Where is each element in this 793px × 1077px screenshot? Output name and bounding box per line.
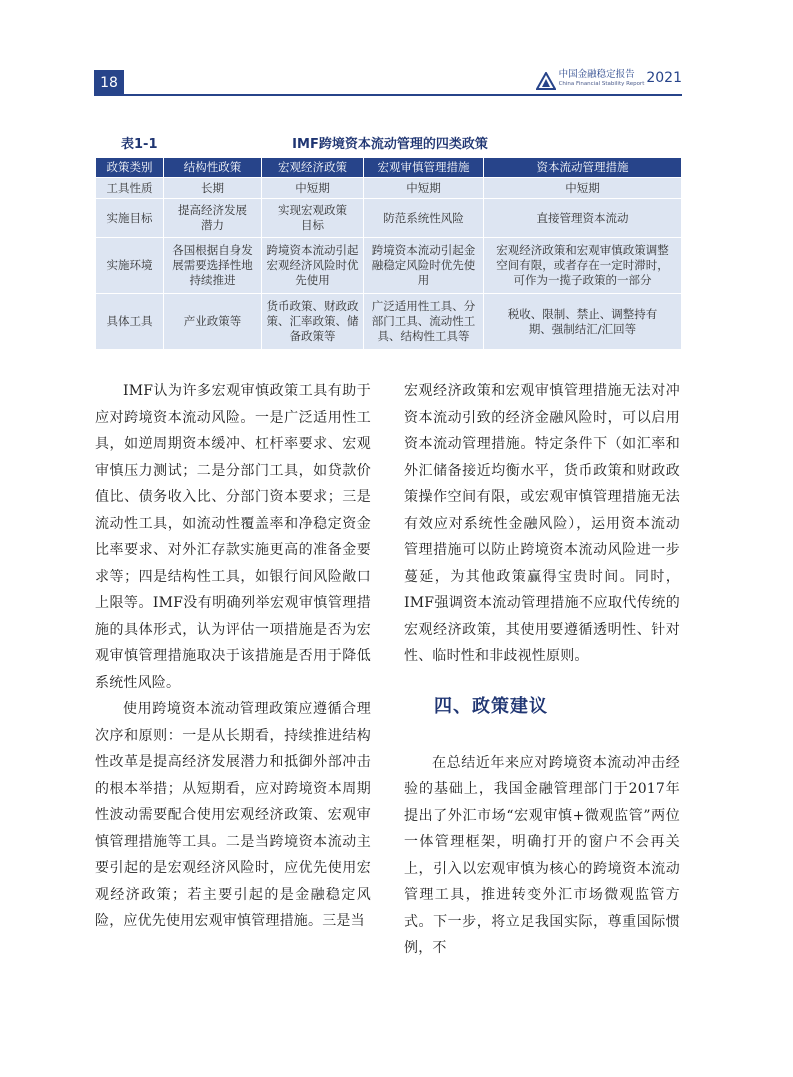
policy-table [95,157,682,350]
body-paragraph: 宏观经济政策和宏观审慎管理措施无法对冲资本流动引致的经济金融风险时，可以启用资本流动管理措施。特定条件下（如汇率和外汇储备接近均衡水平，货币政策和财政政策操作空间有限，或宏观审慎管理措施无法有效应对系统性金融风险），运用资本流动管理措施可以防止跨境资本流动风险进一步蔓延，为其他政策赢得宝贵时间。同时，IMF强调资本流动管理措施不应取代传统的宏观经济政策，其使用要遵循透明性、针对性、临时性和非歧视性原则。 [404,383,680,664]
table-cell: 实现宏观政策目标 [262,199,364,238]
left-column [95,378,371,935]
header-divider [94,94,682,96]
table-cell: 中短期 [364,178,484,199]
table-cell: 长期 [164,178,262,199]
table-cell: 实施环境 [96,238,164,294]
table-header-cell: 宏观审慎管理措施 [364,158,484,178]
right-column [404,378,680,962]
table-header-cell: 政策类别 [96,158,164,178]
report-logo-icon [536,72,556,90]
table-cell: 跨境资本流动引起金融稳定风险时优先使用 [364,238,484,294]
table-cell: 各国根据自身发展需要选择性地持续推进 [164,238,262,294]
table-cell: 具体工具 [96,294,164,350]
table-cell: 实施目标 [96,199,164,238]
body-paragraph: 在总结近年来应对跨境资本流动冲击经验的基础上，我国金融管理部门于2017年提出了外汇市场“宏观审慎+微观监管”两位一体管理框架，明确打开的窗户不会再关上，引入以宏观审慎为核心的跨境资本流动管理工具，推进转变外汇市场微观监管方式。下一步，将立足我国实际，尊重国际惯例，不 [404,754,680,956]
table-cell: 产业政策等 [164,294,262,350]
table-cell: 工具性质 [96,178,164,199]
table-header-cell: 宏观经济政策 [262,158,364,178]
table-header-cell: 结构性政策 [164,158,262,178]
table-label: 表1-1 [121,137,158,152]
report-title-en: China Financial Stability Report [558,80,645,87]
table-cell: 直接管理资本流动 [484,199,682,238]
table-cell: 货币政策、财政政策、汇率政策、储备政策等 [262,294,364,350]
table-cell: 税收、限制、禁止、调整持有期、强制结汇/汇回等 [484,294,682,350]
table-cell: 中短期 [484,178,682,199]
table-cell: 宏观经济政策和宏观审慎政策调整空间有限，或者存在一定时滞时，可作为一揽子政策的一部分 [484,238,682,294]
report-header [536,70,682,90]
table-header-row [96,158,682,178]
table-row [96,294,682,350]
section-heading: 四、政策建议 [434,695,548,717]
body-paragraph: IMF认为许多宏观审慎政策工具有助于应对跨境资本流动风险。一是广泛适用性工具，如逆周期资本缓冲、杠杆率要求、宏观审慎压力测试；二是分部门工具，如贷款价值比、债务收入比、分部门资本要求；三是流动性工具，如流动性覆盖率和净稳定资金比率要求、对外汇存款实施更高的准备金要求等；四是结构性工具，如银行间风险敞口上限等。IMF没有明确列举宏观审慎管理措施的具体形式，认为评估一项措施是否为宏观审慎管理措施取决于该措施是否用于降低系统性风险。 [95,383,371,691]
table-row [96,238,682,294]
table-cell: 中短期 [262,178,364,199]
table-header-cell: 资本流动管理措施 [484,158,682,178]
table-row [96,178,682,199]
table-title: IMF跨境资本流动管理的四类政策 [292,137,488,152]
body-paragraph: 使用跨境资本流动管理政策应遵循合理次序和原则：一是从长期看，持续推进结构性改革是提高经济发展潜力和抵御外部冲击的根本举措；从短期看，应对跨境资本周期性波动需要配合使用宏观经济政策、宏观审慎管理措施等工具。二是当跨境资本流动主要引起的是宏观经济风险时，应优先使用宏观经济政策；若主要引起的是金融稳定风险，应优先使用宏观审慎管理措施。三是当 [95,701,371,929]
report-title-cn: 中国金融稳定报告 [558,69,635,80]
table-cell: 防范系统性风险 [364,199,484,238]
table-cell: 广泛适用性工具、分部门工具、流动性工具、结构性工具等 [364,294,484,350]
table-row [96,199,682,238]
page-number: 18 [94,70,124,96]
report-year: 2021 [646,70,682,86]
table-cell: 跨境资本流动引起宏观经济风险时优先使用 [262,238,364,294]
table-cell: 提高经济发展潜力 [164,199,262,238]
